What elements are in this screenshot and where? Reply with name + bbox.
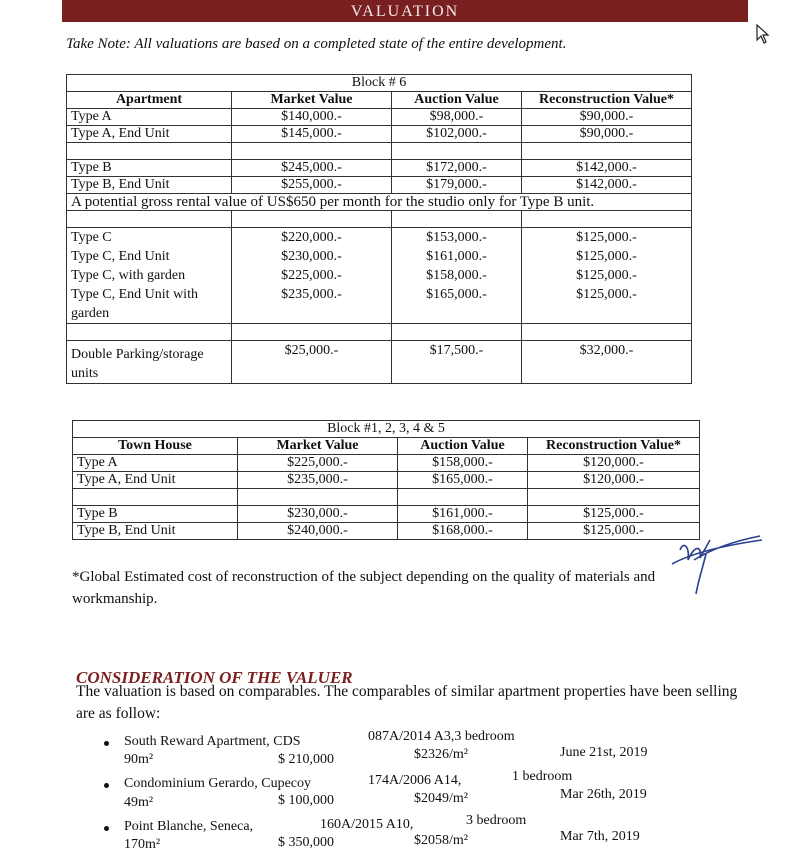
reconstruction-value: $32,000.-	[522, 341, 692, 384]
auction-value: $161,000.-	[426, 249, 487, 264]
comparable-price: $ 100,000	[278, 793, 334, 808]
comparable-name: Condominium Gerardo, Cupecoy	[124, 776, 312, 791]
table-row	[67, 228, 692, 324]
reconstruction-value: $125,000.-	[576, 230, 637, 245]
row-label: Type C, End Unit with garden	[71, 287, 198, 321]
comparable-rate: $2326/m²	[414, 747, 468, 762]
table-row	[67, 177, 692, 194]
table-row	[73, 472, 700, 489]
reconstruction-value: $125,000.-	[528, 523, 700, 540]
comparable-reference: 087A/2014 A3,3 bedroom	[368, 729, 515, 744]
header-market-value: Market Value	[232, 92, 392, 109]
row-label: Type B, End Unit	[67, 177, 232, 194]
market-value: $140,000.-	[232, 109, 392, 126]
bullet-icon	[104, 826, 109, 831]
row-label: Type A	[67, 109, 232, 126]
auction-value: $179,000.-	[392, 177, 522, 194]
bullet-icon	[104, 741, 109, 746]
comparable-date: Mar 26th, 2019	[560, 787, 647, 802]
header-market-value: Market Value	[238, 438, 398, 455]
comparable-reference: 174A/2006 A14,	[368, 773, 462, 788]
valuation-note: Take Note: All valuations are based on a completed state of the entire development.	[66, 36, 567, 52]
reconstruction-value: $142,000.-	[522, 160, 692, 177]
row-label: Type C, End Unit	[71, 249, 170, 264]
auction-value: $158,000.-	[426, 268, 487, 283]
table-row	[73, 523, 700, 540]
row-label: Type B, End Unit	[73, 523, 238, 540]
auction-value: $102,000.-	[392, 126, 522, 143]
row-label: Type A, End Unit	[67, 126, 232, 143]
auction-value: $165,000.-	[426, 287, 487, 302]
auction-value: $98,000.-	[392, 109, 522, 126]
comparable-date: Mar 7th, 2019	[560, 829, 640, 844]
header-town-house: Town House	[73, 438, 238, 455]
comparable-rooms: 1 bedroom	[512, 769, 573, 784]
mouse-cursor-icon	[756, 24, 770, 44]
market-value: $235,000.-	[238, 472, 398, 489]
market-value: $220,000.-	[281, 230, 342, 245]
market-value: $255,000.-	[232, 177, 392, 194]
reconstruction-value: $125,000.-	[528, 506, 700, 523]
reconstruction-value: $90,000.-	[522, 126, 692, 143]
header-auction-value: Auction Value	[398, 438, 528, 455]
row-label: Type B	[73, 506, 238, 523]
comparable-rate: $2058/m²	[414, 833, 468, 848]
auction-value: $165,000.-	[398, 472, 528, 489]
consideration-title: CONSIDERATION OF THE VALUER	[76, 668, 353, 687]
block-6-table	[66, 74, 692, 384]
comparable-name: Point Blanche, Seneca,	[124, 819, 254, 834]
reconstruction-value: $142,000.-	[522, 177, 692, 194]
market-value: $230,000.-	[238, 506, 398, 523]
reconstruction-value: $125,000.-	[576, 287, 637, 302]
table-row	[67, 341, 692, 384]
comparable-price: $ 350,000	[278, 835, 334, 850]
row-label: Type C, with garden	[71, 268, 186, 283]
row-label: Type A, End Unit	[73, 472, 238, 489]
comparable-area: 49m²	[124, 795, 154, 810]
comparable-rate: $2049/m²	[414, 791, 468, 806]
banner-title: VALUATION	[350, 3, 460, 20]
reconstruction-value: $90,000.-	[522, 109, 692, 126]
auction-value: $17,500.-	[392, 341, 522, 384]
block-1-5-table	[72, 420, 700, 540]
table-row	[67, 109, 692, 126]
table-row	[67, 160, 692, 177]
row-label: Type B	[67, 160, 232, 177]
market-value: $25,000.-	[232, 341, 392, 384]
row-label: Type C	[71, 230, 112, 245]
comparable-date: June 21st, 2019	[560, 745, 648, 760]
auction-value: $168,000.-	[398, 523, 528, 540]
market-value: $240,000.-	[238, 523, 398, 540]
row-label: Double Parking/storage units	[67, 341, 232, 384]
market-value: $145,000.-	[232, 126, 392, 143]
market-value: $225,000.-	[238, 455, 398, 472]
comparable-price: $ 210,000	[278, 752, 334, 767]
reconstruction-value: $125,000.-	[576, 249, 637, 264]
comparable-name: South Reward Apartment, CDS	[124, 734, 301, 749]
table-row	[67, 126, 692, 143]
bullet-icon	[104, 783, 109, 788]
market-value: $225,000.-	[281, 268, 342, 283]
table-row	[73, 506, 700, 523]
reconstruction-value: $120,000.-	[528, 472, 700, 489]
reconstruction-footnote: *Global Estimated cost of reconstruction of the subject depending on the quality of materials and workmanship.	[72, 569, 656, 607]
header-reconstruction-value: Reconstruction Value*	[522, 92, 692, 109]
header-apartment: Apartment	[67, 92, 232, 109]
auction-value: $153,000.-	[426, 230, 487, 245]
reconstruction-value: $120,000.-	[528, 455, 700, 472]
comparable-area: 90m²	[124, 752, 154, 767]
consideration-text: The valuation is based on comparables. The comparables of similar apartment properties have been selling are as follow:	[76, 683, 738, 722]
header-reconstruction-value: Reconstruction Value*	[528, 438, 700, 455]
row-label: Type A	[73, 455, 238, 472]
market-value: $235,000.-	[281, 287, 342, 302]
auction-value: $161,000.-	[398, 506, 528, 523]
reconstruction-value: $125,000.-	[576, 268, 637, 283]
auction-value: $158,000.-	[398, 455, 528, 472]
comparable-reference: 160A/2015 A10,	[320, 817, 414, 832]
market-value: $245,000.-	[232, 160, 392, 177]
auction-value: $172,000.-	[392, 160, 522, 177]
header-auction-value: Auction Value	[392, 92, 522, 109]
comparable-rooms: 3 bedroom	[466, 813, 527, 828]
market-value: $230,000.-	[281, 249, 342, 264]
rental-note: A potential gross rental value of US$650 per month for the studio only for Type B unit.	[67, 194, 692, 211]
valuation-banner	[62, 0, 748, 22]
block-6-title: Block # 6	[67, 75, 692, 92]
table-row	[73, 455, 700, 472]
block-1-5-title: Block #1, 2, 3, 4 & 5	[73, 421, 700, 438]
comparable-area: 170m²	[124, 837, 161, 852]
